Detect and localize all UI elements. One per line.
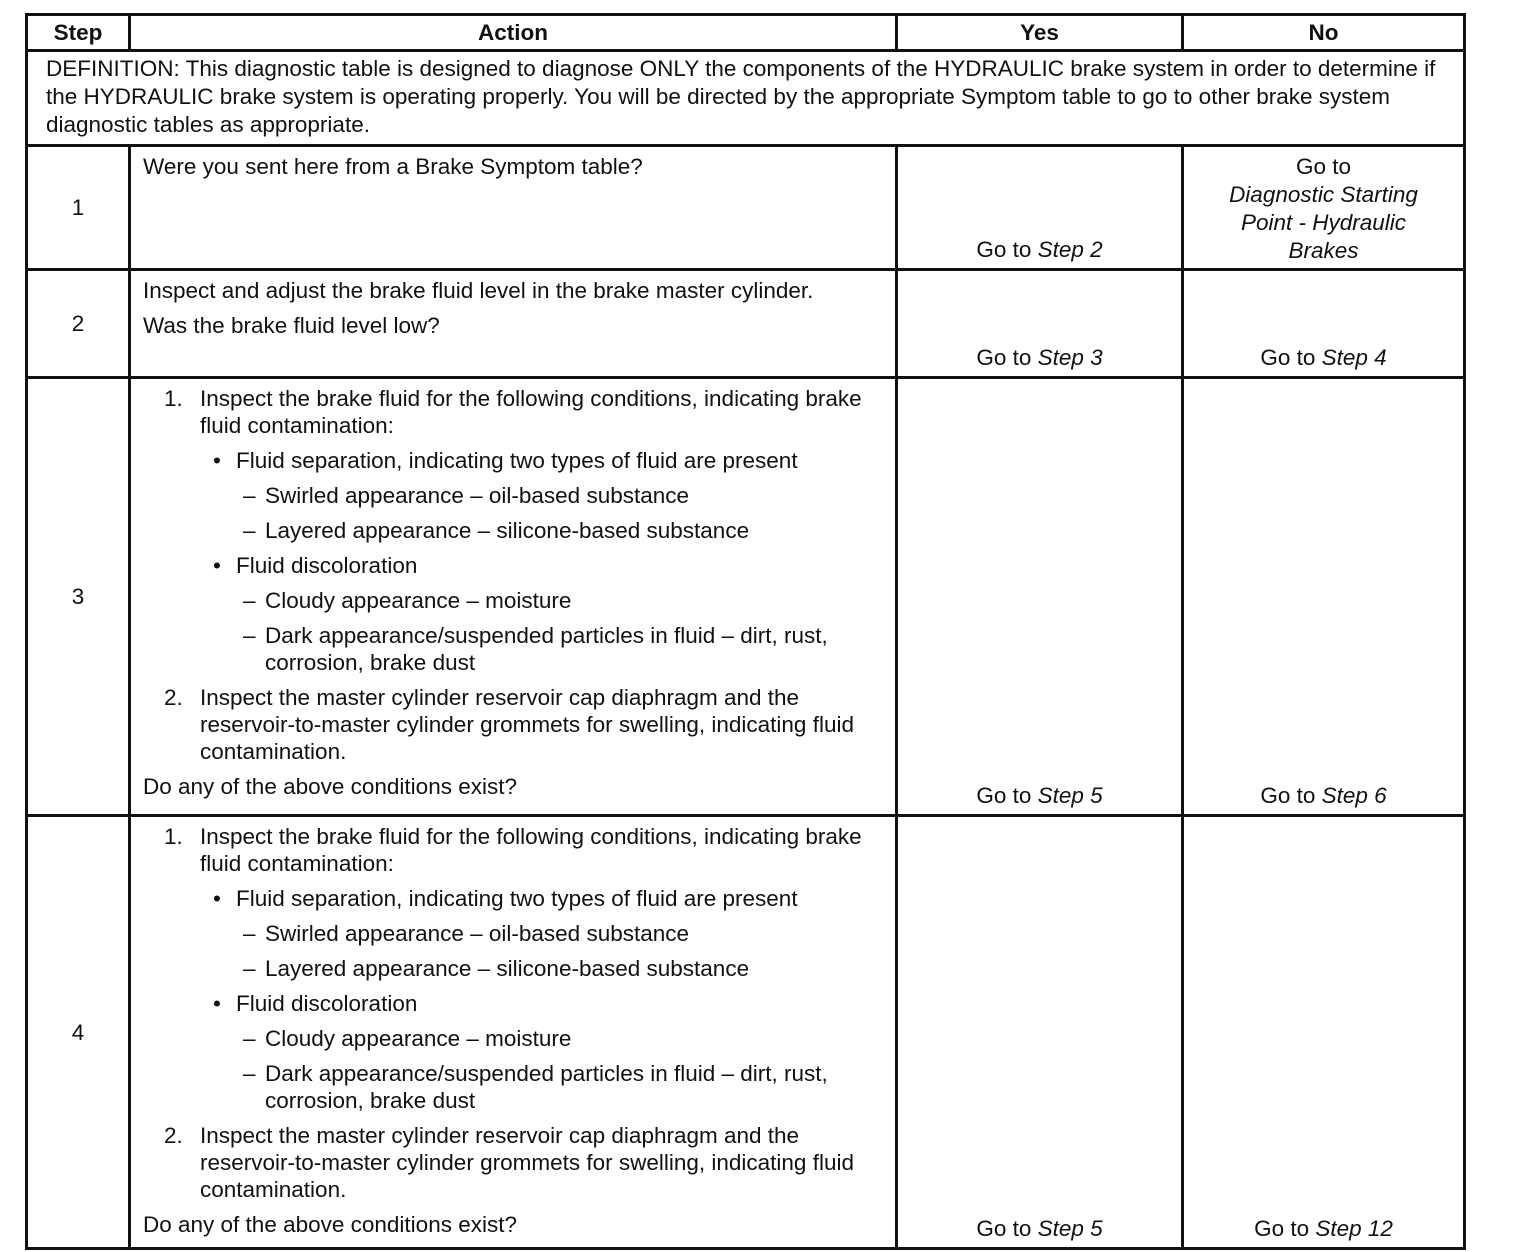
- item-text: Inspect the brake fluid for the following conditions, indicating brake fluid contamination:: [200, 386, 862, 438]
- bullet-icon: •: [213, 448, 221, 473]
- no-target-link[interactable]: Diagnostic Starting Point - Hydraulic Brakes: [1229, 182, 1418, 263]
- dash-icon: –: [243, 1026, 256, 1051]
- item-number: 1.: [164, 824, 183, 849]
- step-number: 3: [27, 378, 130, 816]
- bullet-item: [200, 885, 885, 982]
- list-item: [143, 684, 885, 765]
- dash-icon: –: [243, 623, 256, 648]
- dash-text: Layered appearance – silicone-based substance: [265, 956, 750, 981]
- step-question: Do any of the above conditions exist?: [143, 774, 517, 799]
- bullet-item: [200, 447, 885, 544]
- dash-text: Swirled appearance – oil-based substance: [265, 921, 690, 946]
- dash-icon: –: [243, 921, 256, 946]
- yes-prefix: Go to: [976, 237, 1038, 262]
- list-item: [143, 1122, 885, 1203]
- dash-icon: –: [243, 518, 256, 543]
- bullet-text: Fluid separation, indicating two types of fluid are present: [236, 886, 798, 911]
- step-number: 4: [27, 816, 130, 1249]
- dash-text: Layered appearance – silicone-based substance: [265, 518, 750, 543]
- dash-item: [236, 1025, 885, 1052]
- step-question: Were you sent here from a Brake Symptom table?: [143, 154, 643, 179]
- step-question: Do any of the above conditions exist?: [143, 1212, 517, 1237]
- dash-icon: –: [243, 956, 256, 981]
- step-number: 1: [27, 146, 130, 270]
- yes-cell: [897, 816, 1183, 1249]
- dash-icon: –: [243, 588, 256, 613]
- header-step: Step: [27, 15, 130, 51]
- yes-target-link[interactable]: Step 5: [1037, 783, 1103, 808]
- no-cell: [1183, 378, 1465, 816]
- action-cell: [130, 270, 897, 378]
- bullet-list: [200, 447, 885, 676]
- no-cell: [1183, 816, 1465, 1249]
- no-cell: [1183, 270, 1465, 378]
- header-row: [27, 15, 1465, 51]
- header-action: Action: [130, 15, 897, 51]
- bullet-text: Fluid discoloration: [236, 991, 418, 1016]
- dash-item: [236, 1060, 885, 1114]
- no-prefix: Go to: [1295, 154, 1352, 179]
- dash-text: Cloudy appearance – moisture: [265, 588, 572, 613]
- dash-item: [236, 517, 885, 544]
- dash-item: [236, 955, 885, 982]
- dash-list: [236, 1025, 885, 1114]
- dash-item: [236, 587, 885, 614]
- bullet-icon: •: [213, 886, 221, 911]
- step-question: Was the brake fluid level low?: [143, 313, 440, 338]
- dash-text: Swirled appearance – oil-based substance: [265, 483, 690, 508]
- dash-list: [236, 920, 885, 982]
- dash-text: Dark appearance/suspended particles in fluid – dirt, rust, corrosion, brake dust: [265, 1061, 828, 1113]
- no-target-link[interactable]: Step 6: [1321, 783, 1387, 808]
- definition-row: [27, 51, 1465, 146]
- table-row-step-4: [27, 816, 1465, 1249]
- bullet-text: Fluid discoloration: [236, 553, 418, 578]
- no-prefix: Go to: [1254, 1216, 1316, 1241]
- yes-target-link[interactable]: Step 2: [1037, 237, 1103, 262]
- bullet-icon: •: [213, 553, 221, 578]
- no-prefix: Go to: [1260, 783, 1322, 808]
- list-item: [143, 385, 885, 676]
- dash-icon: –: [243, 483, 256, 508]
- yes-prefix: Go to: [976, 783, 1038, 808]
- numbered-list: [143, 823, 885, 1203]
- no-target-link[interactable]: Step 12: [1315, 1216, 1393, 1241]
- bullet-list: [200, 885, 885, 1114]
- dash-item: [236, 920, 885, 947]
- item-text: Inspect the brake fluid for the following conditions, indicating brake fluid contamination:: [200, 824, 862, 876]
- item-text: Inspect the master cylinder reservoir cap diaphragm and the reservoir-to-master cylinder grommets for swelling, indicating fluid contamination.: [200, 685, 854, 764]
- table-row-step-1: [27, 146, 1465, 270]
- item-number: 2.: [164, 1123, 183, 1148]
- bullet-item: [200, 990, 885, 1114]
- action-cell: [130, 378, 897, 816]
- yes-target-link[interactable]: Step 3: [1037, 345, 1103, 370]
- bullet-item: [200, 552, 885, 676]
- yes-target-link[interactable]: Step 5: [1037, 1216, 1103, 1241]
- dash-list: [236, 482, 885, 544]
- dash-text: Cloudy appearance – moisture: [265, 1026, 572, 1051]
- yes-cell: [897, 378, 1183, 816]
- step-number: 2: [27, 270, 130, 378]
- dash-item: [236, 482, 885, 509]
- numbered-list: [143, 385, 885, 765]
- dash-item: [236, 622, 885, 676]
- dash-icon: –: [243, 1061, 256, 1086]
- no-target-link[interactable]: Step 4: [1321, 345, 1387, 370]
- dash-list: [236, 587, 885, 676]
- no-cell: [1183, 146, 1465, 270]
- item-text: Inspect the master cylinder reservoir cap diaphragm and the reservoir-to-master cylinder grommets for swelling, indicating fluid contamination.: [200, 1123, 854, 1202]
- table-row-step-2: [27, 270, 1465, 378]
- action-cell: [130, 146, 897, 270]
- bullet-icon: •: [213, 991, 221, 1016]
- header-no: No: [1183, 15, 1465, 51]
- yes-cell: [897, 146, 1183, 270]
- bullet-text: Fluid separation, indicating two types of fluid are present: [236, 448, 798, 473]
- yes-cell: [897, 270, 1183, 378]
- item-number: 1.: [164, 386, 183, 411]
- definition-text: DEFINITION: This diagnostic table is designed to diagnose ONLY the components of the HYDRAULIC brake system in order to determine if the HYDRAULIC brake system is operating properly. You will be directed by the appropriate Symptom table to go to other brake system diagnostic tables as appropriate.: [27, 51, 1465, 146]
- diagnostic-table: [25, 13, 1466, 1250]
- dash-text: Dark appearance/suspended particles in fluid – dirt, rust, corrosion, brake dust: [265, 623, 828, 675]
- item-number: 2.: [164, 685, 183, 710]
- yes-prefix: Go to: [976, 1216, 1038, 1241]
- table-row-step-3: [27, 378, 1465, 816]
- header-yes: Yes: [897, 15, 1183, 51]
- step-instruction: Inspect and adjust the brake fluid level in the brake master cylinder.: [143, 278, 814, 303]
- action-cell: [130, 816, 897, 1249]
- list-item: [143, 823, 885, 1114]
- no-prefix: Go to: [1260, 345, 1322, 370]
- yes-prefix: Go to: [976, 345, 1038, 370]
